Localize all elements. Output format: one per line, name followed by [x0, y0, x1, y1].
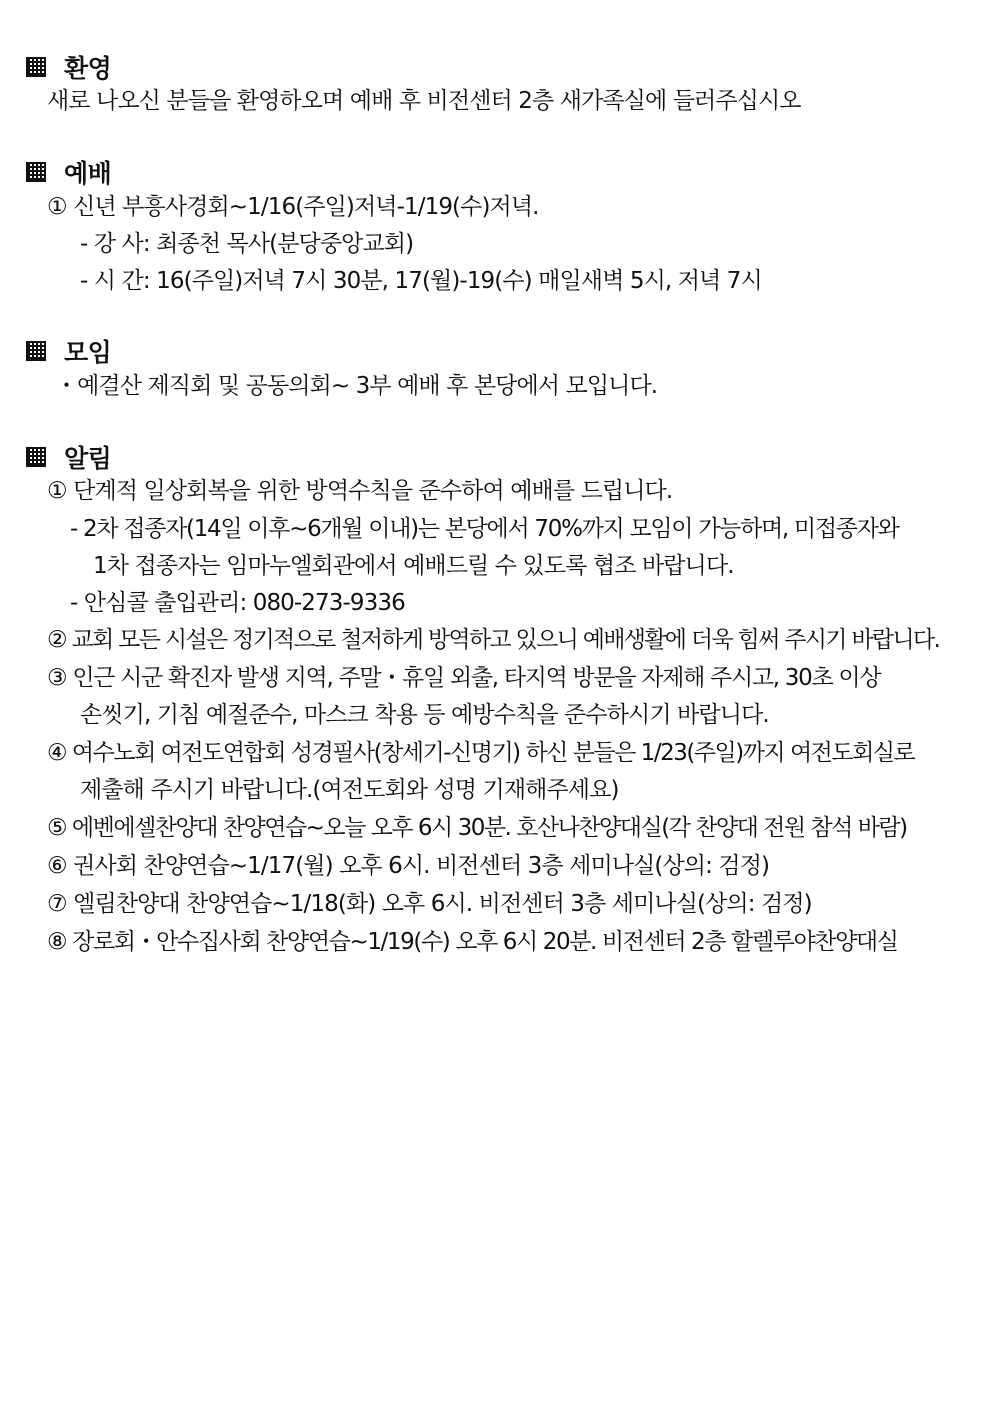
notice-item-1: ① 단계적 일상회복을 위한 방역수칙을 준수하여 예배를 드립니다. — [47, 478, 673, 504]
notice-heading-text: 알림 — [64, 444, 112, 473]
notice-item-3-cont: 손씻기, 기침 예절준수, 마스크 착용 등 예방수칙을 준수하시기 바랍니다. — [80, 702, 769, 728]
meeting-heading-text: 모임 — [64, 338, 112, 367]
worship-heading-text: 예배 — [64, 159, 112, 188]
hatched-square-icon — [26, 162, 46, 182]
notice-subitem-safecall: - 안심콜 출입관리: 080-273-9336 — [70, 590, 405, 616]
notice-item-6: ⑥ 권사회 찬양연습~1/17(월) 오후 6시. 비전센터 3층 세미나실(상의: 검정) — [47, 853, 770, 879]
notice-item-4-cont: 제출해 주시기 바랍니다.(여전도회와 성명 기재해주세요) — [80, 777, 619, 803]
worship-item-1: ① 신년 부흥사경회~1/16(주일)저녁-1/19(수)저녁. — [47, 194, 539, 220]
hatched-square-icon — [26, 447, 46, 467]
notice-item-7: ⑦ 엘림찬양대 찬양연습~1/18(화) 오후 6시. 비전센터 3층 세미나실(상의: 검정) — [47, 891, 812, 917]
notice-subitem-vaccinated: - 2차 접종자(14일 이후~6개월 이내)는 본당에서 70%까지 모임이 가능하며, 미접종자와 — [70, 516, 899, 542]
hatched-square-icon — [26, 57, 46, 77]
notice-item-2: ② 교회 모든 시설은 정기적으로 철저하게 방역하고 있으니 예배생활에 더욱 힘써 주시기 바랍니다. — [47, 627, 940, 653]
hatched-square-icon — [26, 341, 46, 361]
notice-item-4: ④ 여수노회 여전도연합회 성경필사(창세기-신명기) 하신 분들은 1/23(주일)까지 여전도회실로 — [47, 740, 915, 766]
worship-speaker: - 강 사: 최종천 목사(분당중앙교회) — [80, 231, 414, 257]
meeting-text: ・예결산 제직회 및 공동의회~ 3부 예배 후 본당에서 모입니다. — [55, 373, 658, 399]
notice-item-3: ③ 인근 시군 확진자 발생 지역, 주말・휴일 외출, 타지역 방문을 자제해 주시고, 30초 이상 — [47, 665, 881, 691]
notice-item-5: ⑤ 에벤에셀찬양대 찬양연습~오늘 오후 6시 30분. 호산나찬양대실(각 찬양대 전원 참석 바람) — [47, 815, 907, 841]
meeting-heading — [26, 334, 111, 368]
welcome-heading-text: 환영 — [64, 54, 112, 83]
worship-time: - 시 간: 16(주일)저녁 7시 30분, 17(월)-19(수) 매일새벽 5시, 저녁 7시 — [80, 268, 762, 294]
welcome-text: 새로 나오신 분들을 환영하오며 예배 후 비전센터 2층 새가족실에 들러주십시오 — [47, 88, 801, 114]
notice-subitem-vaccinated-cont: 1차 접종자는 임마누엘회관에서 예배드릴 수 있도록 협조 바랍니다. — [93, 553, 734, 579]
notice-item-8: ⑧ 장로회・안수집사회 찬양연습~1/19(수) 오후 6시 20분. 비전센터 2층 할렐루야찬양대실 — [47, 929, 898, 955]
notice-heading — [26, 440, 111, 474]
welcome-heading — [26, 50, 111, 84]
worship-heading — [26, 155, 111, 189]
